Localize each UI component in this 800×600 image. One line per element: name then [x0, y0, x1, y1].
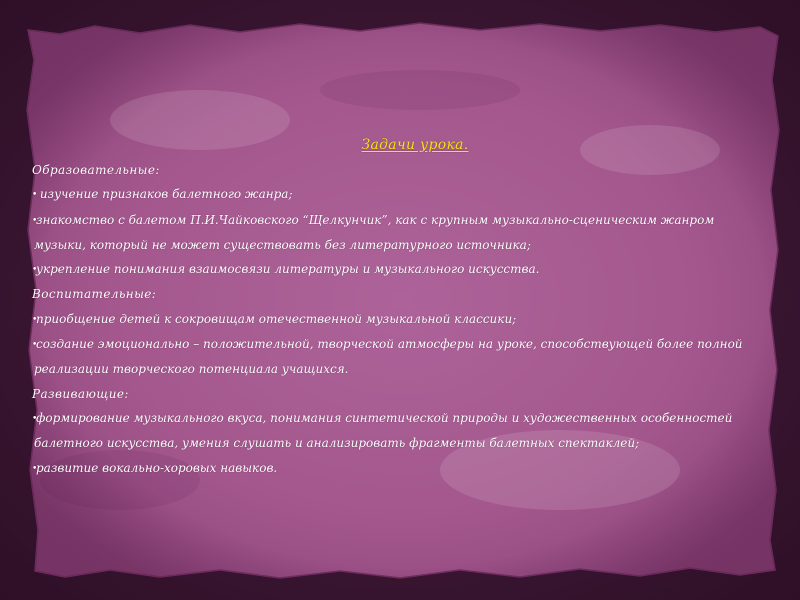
- bullet-icon: •: [32, 265, 38, 276]
- bullet-icon: •: [32, 463, 38, 474]
- list-item-continuation: музыки, который не может существовать без литературного источника;: [34, 237, 531, 252]
- list-item: •укрепление понимания взаимосвязи литературы и музыкального искусства.: [30, 257, 750, 282]
- list-item: •формирование музыкального вкуса, понимания синтетической природы и художественных особенностей: [30, 406, 750, 431]
- bullet-icon: •: [32, 314, 38, 325]
- list-item: •развитие вокально-хоровых навыков.: [30, 456, 750, 481]
- section-heading-developmental: Развивающие:: [32, 386, 129, 401]
- list-item-continuation: балетного искусства, умения слушать и анализировать фрагменты балетных спектаклей;: [34, 436, 640, 451]
- section-heading-educational: Образовательные:: [32, 163, 160, 177]
- list-item: • изучение признаков балетного жанра;: [30, 182, 750, 207]
- list-item: •создание эмоционально – положительной, творческой атмосферы на уроке, способствующей более полной: [30, 332, 750, 357]
- bullet-icon: •: [32, 340, 38, 351]
- lesson-objectives: [30, 133, 750, 493]
- section-heading-upbringing: Воспитательные:: [32, 287, 157, 302]
- bullet-icon: •: [32, 190, 38, 201]
- list-item-continuation: реализации творческого потенциала учащихся.: [34, 362, 349, 377]
- list-item: •приобщение детей к сокровищам отечественной музыкальной классики;: [30, 307, 750, 332]
- bullet-icon: •: [32, 215, 38, 226]
- slide-title: Задачи урока.: [361, 137, 469, 153]
- list-item: •знакомство с балетом П.И.Чайковского “Щелкунчик”, как с крупным музыкально-сценическим жанром: [30, 208, 750, 233]
- bullet-icon: •: [32, 413, 38, 424]
